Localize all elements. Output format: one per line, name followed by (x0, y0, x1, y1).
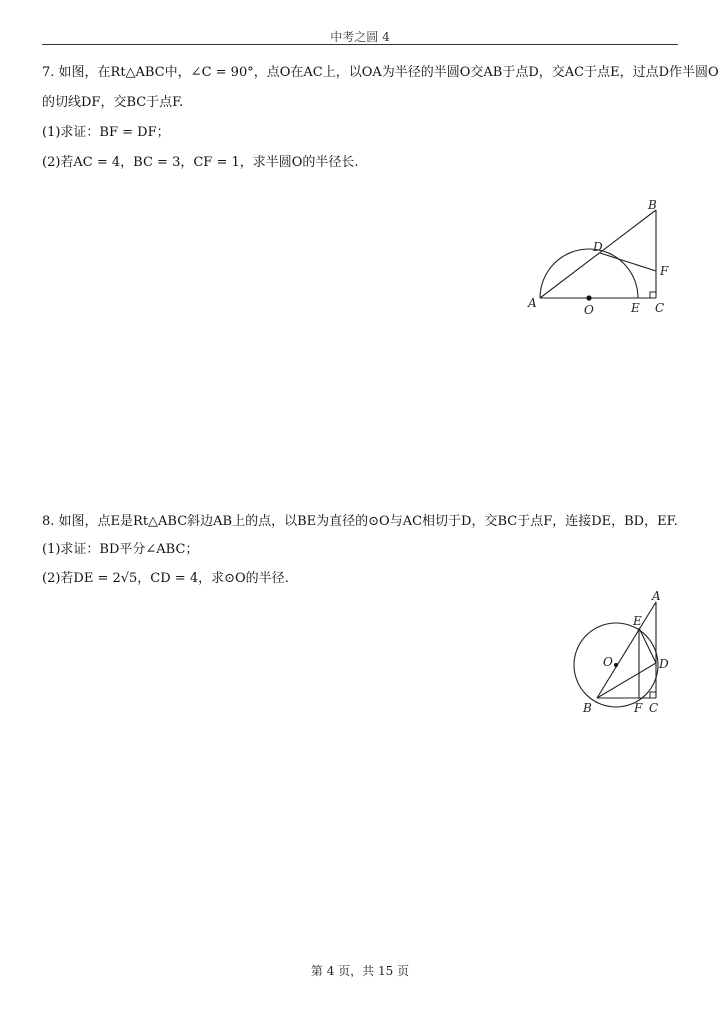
q8-right-angle-mark (650, 692, 656, 698)
q7-label-d: D (593, 240, 603, 254)
q7-label-o: O (584, 303, 594, 317)
q8-part1: (1)求证：BD平分∠ABC； (42, 542, 199, 557)
q7-part2: (2)若AC = 4，BC = 3，CF = 1，求半圆O的半径长. (42, 155, 359, 170)
q8-label-o: O (603, 655, 613, 669)
q7-segment-ab (540, 210, 656, 298)
q8-label-d: D (659, 657, 669, 671)
q7-part1: (1)求证：BF = DF； (42, 125, 170, 140)
q7-right-angle-mark (650, 292, 656, 298)
q7-stem-line2: 的切线DF，交BC于点F. (42, 95, 184, 110)
page-footer: 第 4 页，共 15 页 (310, 964, 410, 978)
q7-label-b: B (648, 198, 657, 212)
q8-label-e: E (633, 614, 642, 628)
q7-label-e: E (631, 301, 640, 315)
q7-figure (520, 190, 680, 325)
q7-semicircle (540, 249, 638, 298)
q7-center-point (586, 295, 591, 300)
q8-label-b: B (583, 701, 592, 715)
q8-figure-svg (565, 588, 685, 723)
q8-label-a: A (652, 589, 661, 603)
header-divider (42, 44, 678, 45)
q8-figure (565, 588, 685, 723)
q7-label-a: A (528, 296, 537, 310)
q8-part2: (2)若DE = 2√5，CD = 4，求⊙O的半径. (42, 571, 289, 586)
q8-label-f: F (634, 701, 643, 715)
q7-figure-svg (520, 190, 680, 325)
q8-center-point (614, 663, 618, 667)
q8-stem: 8. 如图，点E是Rt△ABC斜边AB上的点，以BE为直径的⊙O与AC相切于D，交BC于点F，连接DE，BD，EF. (42, 514, 678, 529)
page-header: 中考之圆 4 (330, 30, 390, 44)
q7-stem-line1: 7. 如图，在Rt△ABC中，∠C = 90°，点O在AC上，以OA为半径的半圆O交AB于点D，交AC于点E，过点D作半圆O (42, 65, 719, 80)
q7-label-f: F (660, 264, 669, 278)
q8-segment-ab (597, 602, 656, 698)
q7-label-c: C (655, 301, 665, 315)
q8-label-c: C (649, 701, 659, 715)
